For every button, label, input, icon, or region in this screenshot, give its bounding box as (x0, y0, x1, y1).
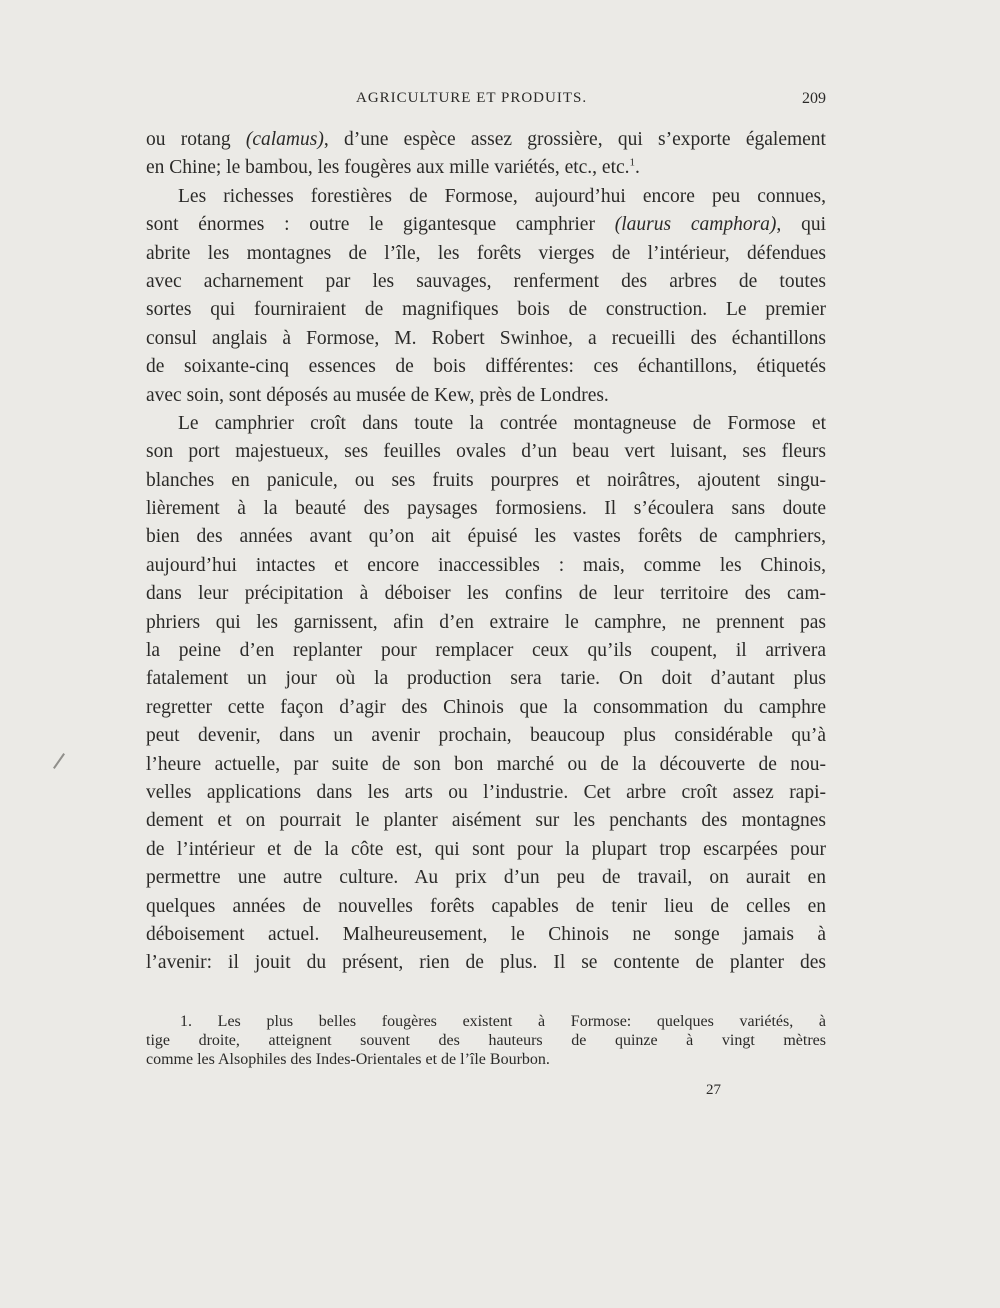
text-line: bien des années avant qu’on ait épuisé les vastes forêts de camphriers, (146, 526, 826, 548)
text-line: velles applications dans les arts ou l’industrie. Cet arbre croît assez rapi- (146, 781, 826, 803)
text-line: aujourd’hui intactes et encore inaccessibles : mais, comme les Chinois, (146, 554, 826, 576)
text-line: dement et on pourrait le planter aisément sur les penchants des montagnes (146, 810, 826, 832)
text-line: quelques années de nouvelles forêts capables de tenir lieu de celles en (146, 895, 826, 917)
footnotes (146, 1012, 826, 1069)
text-line: avec acharnement par les sauvages, renferment des arbres de toutes (146, 270, 826, 292)
text-line: l’avenir: il jouit du présent, rien de plus. Il se contente de planter des (146, 952, 826, 974)
signature-mark: 27 (706, 1082, 721, 1098)
text-line: la peine d’en replanter pour remplacer ceux qu’ils coupent, il arrivera (146, 640, 826, 662)
text-line: blanches en panicule, ou ses fruits pourpres et noirâtres, ajoutent singu- (146, 469, 826, 491)
body-text (146, 126, 826, 978)
text-line: l’heure actuelle, par suite de son bon marché ou de la découverte de nou- (146, 753, 826, 775)
text-line: en Chine; le bambou, les fougères aux mille variétés, etc., etc.$^1$. (146, 156, 640, 179)
text-line: peut devenir, dans un avenir prochain, beaucoup plus considérable qu’à (146, 725, 826, 747)
running-title: AGRICULTURE ET PRODUITS. (356, 90, 588, 106)
text-line: de l’intérieur et de la côte est, qui sont pour la plupart trop escarpées pour (146, 838, 826, 860)
text-line: sortes qui fourniraient de magnifiques bois de construction. Le premier (146, 299, 826, 321)
text-line: Le camphrier croît dans toute la contrée montagneuse de Formose et (178, 412, 826, 434)
footnote-line: 1. Les plus belles fougères existent à Formose: quelques variétés, à (180, 1013, 826, 1030)
text-line: phriers qui les garnissent, afin d’en extraire le camphre, ne prennent pas (146, 611, 826, 633)
footnote-line: tige droite, atteignent souvent des hauteurs de quinze à vingt mètres (146, 1032, 826, 1049)
page-header (146, 90, 826, 114)
margin-pencil-mark (53, 753, 65, 769)
text-line: sont énormes : outre le gigantesque camphrier (laurus camphora), qui (146, 214, 826, 236)
text-line: permettre une autre culture. Au prix d’un peu de travail, on aurait en (146, 867, 826, 889)
text-line: son port majestueux, ses feuilles ovales d’un beau vert luisant, ses fleurs (146, 441, 826, 463)
text-line: regretter cette façon d’agir des Chinois que la consommation du camphre (146, 696, 826, 718)
text-line: Les richesses forestières de Formose, aujourd’hui encore peu connues, (178, 185, 826, 207)
text-line: de soixante-cinq essences de bois différentes: ces échantillons, étiquetés (146, 356, 826, 378)
page-number: 209 (802, 90, 826, 107)
footnote-line: comme les Alsophiles des Indes-Orientales et de l’île Bourbon. (146, 1051, 550, 1068)
text-line: ou rotang (calamus), d’une espèce assez grossière, qui s’exporte également (146, 129, 826, 150)
text-line: lièrement à la beauté des paysages formosiens. Il s’écoulera sans doute (146, 498, 826, 520)
text-line: dans leur précipitation à déboiser les confins de leur territoire des cam- (146, 583, 826, 605)
footnote-ref: 1 (629, 156, 636, 169)
text-line: fatalement un jour où la production sera tarie. On doit d’autant plus (146, 668, 826, 690)
text-line: avec soin, sont déposés au musée de Kew, près de Londres. (146, 384, 609, 406)
text-line: abrite les montagnes de l’île, les forêts vierges de l’intérieur, défendues (146, 242, 826, 264)
text-line: déboisement actuel. Malheureusement, le Chinois ne songe jamais à (146, 923, 826, 945)
text-line: consul anglais à Formose, M. Robert Swinhoe, a recueilli des échantillons (146, 327, 826, 349)
